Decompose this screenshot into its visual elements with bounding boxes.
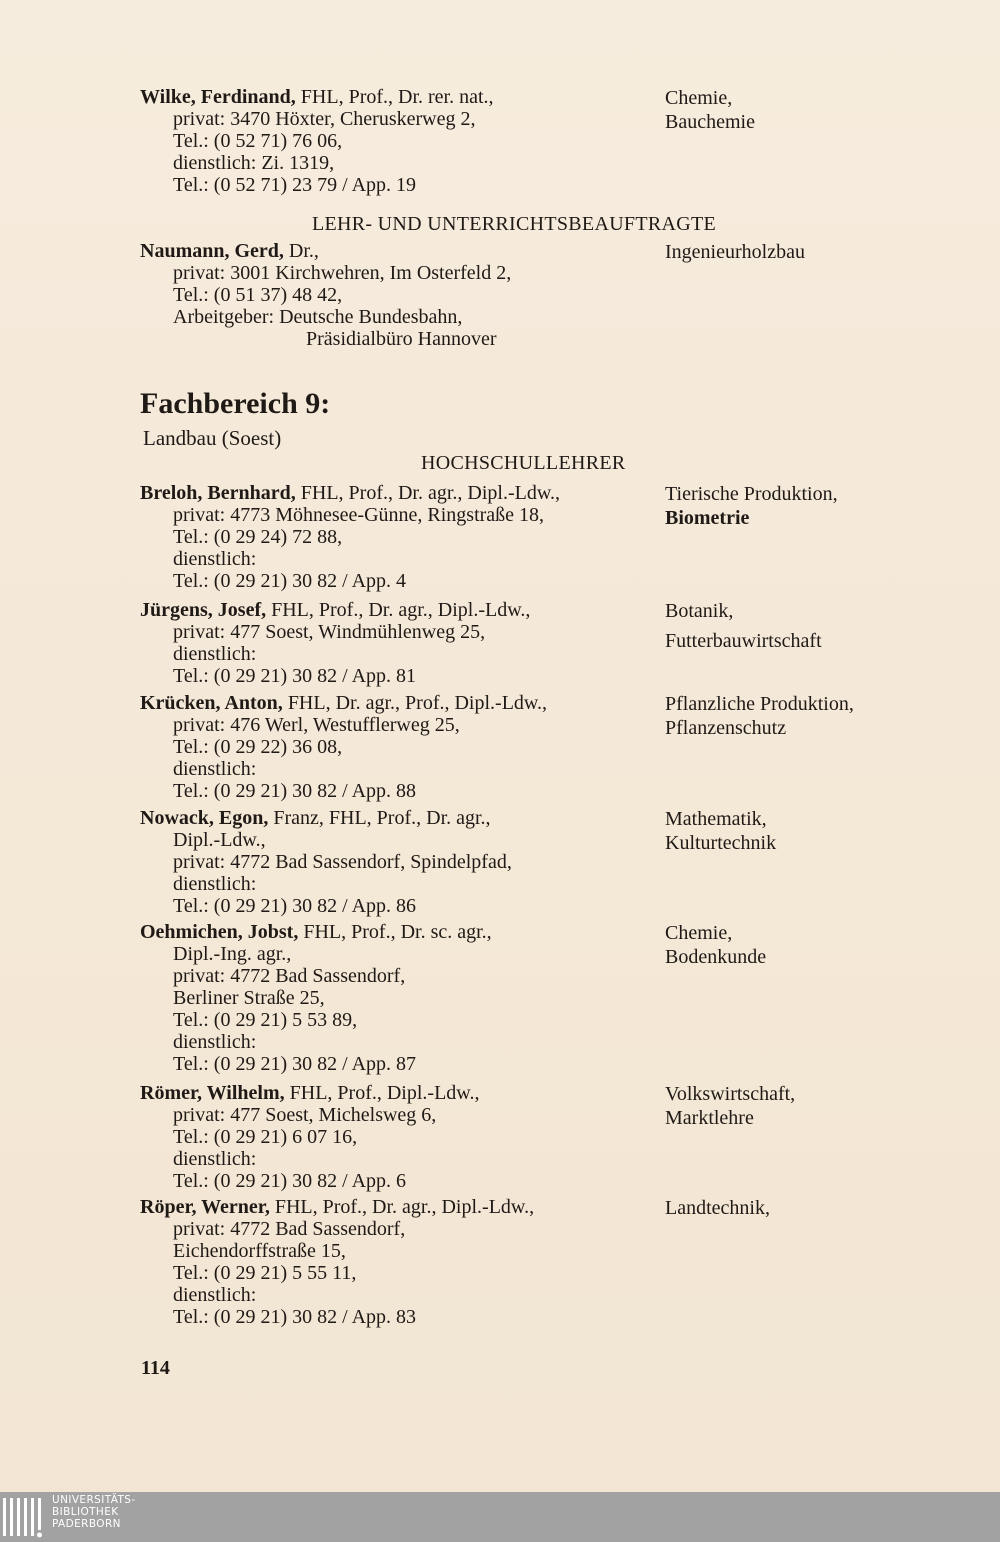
staff-title: FHL, Prof., Dr. agr., Dipl.-Ldw., bbox=[295, 482, 561, 504]
subject-line: Marktlehre bbox=[665, 1107, 754, 1129]
subject-line: Mathematik, bbox=[665, 808, 767, 830]
contact-line: dienstlich: bbox=[173, 873, 257, 895]
staff-title: Franz, FHL, Prof., Dr. agr., bbox=[268, 807, 491, 829]
staff-entry-nowack bbox=[140, 807, 1000, 917]
staff-title: FHL, Dr. agr., Prof., Dipl.-Ldw., bbox=[282, 692, 548, 714]
staff-entry-naumann bbox=[140, 240, 1000, 350]
staff-name: Römer, Wilhelm, bbox=[140, 1082, 285, 1104]
contact-line: dienstlich: bbox=[173, 643, 257, 665]
subject-line: Kulturtechnik bbox=[665, 832, 777, 854]
subject-area bbox=[665, 921, 995, 969]
contact-line: Präsidialbüro Hannover bbox=[306, 328, 497, 350]
subject-line: Ingenieurholzbau bbox=[665, 241, 805, 263]
contact-line: privat: 4772 Bad Sassendorf, Spindelpfad, bbox=[173, 851, 512, 873]
contact-line: privat: 476 Werl, Westufflerweg 25, bbox=[173, 714, 460, 736]
fachbereich-title: Fachbereich 9: bbox=[140, 387, 331, 420]
staff-title: FHL, Prof., Dipl.-Ldw., bbox=[284, 1082, 480, 1104]
staff-title: FHL, Prof., Dr. rer. nat., bbox=[295, 86, 494, 108]
contact-line: Tel.: (0 29 21) 30 82 / App. 83 bbox=[173, 1306, 417, 1328]
subject-line: Biometrie bbox=[665, 507, 750, 529]
contact-line: privat: 477 Soest, Windmühlenweg 25, bbox=[173, 621, 486, 643]
subject-line: Chemie, bbox=[665, 87, 733, 109]
contact-line: Tel.: (0 29 21) 30 82 / App. 6 bbox=[173, 1170, 407, 1192]
contact-line: Tel.: (0 52 71) 23 79 / App. 19 bbox=[173, 174, 417, 196]
contact-line: Tel.: (0 29 21) 30 82 / App. 86 bbox=[173, 895, 417, 917]
contact-line: Arbeitgeber: Deutsche Bundesbahn, bbox=[173, 306, 463, 328]
library-footer bbox=[0, 1492, 1000, 1542]
logo-line: UNIVERSITÄTS- bbox=[52, 1494, 136, 1506]
section-heading-hochschullehrer: HOCHSCHULLEHRER bbox=[421, 452, 626, 474]
staff-name: Wilke, Ferdinand, bbox=[140, 86, 296, 108]
subject-line: Pflanzenschutz bbox=[665, 717, 787, 739]
library-logo-text bbox=[52, 1494, 252, 1530]
contact-line: Tel.: (0 51 37) 48 42, bbox=[173, 284, 343, 306]
staff-name: Breloh, Bernhard, bbox=[140, 482, 296, 504]
subject-line: Futterbauwirtschaft bbox=[665, 630, 822, 652]
contact-line: Tel.: (0 29 21) 30 82 / App. 4 bbox=[173, 570, 407, 592]
contact-line: privat: 3470 Höxter, Cheruskerweg 2, bbox=[173, 108, 476, 130]
contact-line: dienstlich: bbox=[173, 1031, 257, 1053]
contact-line: Tel.: (0 29 21) 30 82 / App. 88 bbox=[173, 780, 417, 802]
staff-entry-roemer bbox=[140, 1082, 1000, 1192]
fachbereich-subtitle: Landbau (Soest) bbox=[143, 426, 282, 450]
contact-line: Tel.: (0 29 24) 72 88, bbox=[173, 526, 343, 548]
staff-name: Nowack, Egon, bbox=[140, 807, 269, 829]
contact-line: dienstlich: bbox=[173, 1148, 257, 1170]
subject-line: Landtechnik, bbox=[665, 1197, 770, 1219]
page-number: 114 bbox=[141, 1357, 170, 1379]
staff-name: Jürgens, Josef, bbox=[140, 599, 267, 621]
staff-entry-breloh bbox=[140, 482, 1000, 592]
contact-line: privat: 3001 Kirchwehren, Im Osterfeld 2, bbox=[173, 262, 512, 284]
contact-line: Tel.: (0 29 21) 6 07 16, bbox=[173, 1126, 358, 1148]
staff-entry-kruecken bbox=[140, 692, 1000, 802]
contact-line: Eichendorffstraße 15, bbox=[173, 1240, 346, 1262]
subject-line: Tierische Produktion, bbox=[665, 483, 838, 505]
subject-line: Bodenkunde bbox=[665, 946, 767, 968]
library-logo-icon bbox=[0, 1492, 48, 1542]
contact-line: Tel.: (0 52 71) 76 06, bbox=[173, 130, 343, 152]
subject-area bbox=[665, 599, 995, 653]
contact-line: dienstlich: bbox=[173, 548, 257, 570]
staff-entry-juergens bbox=[140, 599, 1000, 687]
staff-name: Röper, Werner, bbox=[140, 1196, 270, 1218]
staff-name: Naumann, Gerd, bbox=[140, 240, 284, 262]
subject-area bbox=[665, 807, 995, 855]
subject-area bbox=[665, 1082, 995, 1130]
staff-name: Krücken, Anton, bbox=[140, 692, 283, 714]
subject-area bbox=[665, 1196, 995, 1220]
subject-line: Botanik, bbox=[665, 600, 734, 622]
logo-line: BIBLIOTHEK bbox=[52, 1506, 119, 1518]
logo-line: PADERBORN bbox=[52, 1518, 121, 1530]
subject-line: Pflanzliche Produktion, bbox=[665, 693, 854, 715]
subject-area bbox=[665, 86, 995, 134]
contact-line: privat: 4772 Bad Sassendorf, bbox=[173, 965, 406, 987]
contact-line: Dipl.-Ldw., bbox=[173, 829, 266, 851]
staff-entry-wilke bbox=[140, 86, 1000, 196]
staff-title: Dr., bbox=[283, 240, 319, 262]
contact-line: Dipl.-Ing. agr., bbox=[173, 943, 292, 965]
contact-line: Tel.: (0 29 21) 30 82 / App. 87 bbox=[173, 1053, 417, 1075]
contact-line: Berliner Straße 25, bbox=[173, 987, 325, 1009]
contact-line: dienstlich: bbox=[173, 758, 257, 780]
contact-line: dienstlich: Zi. 1319, bbox=[173, 152, 335, 174]
staff-title: FHL, Prof., Dr. agr., Dipl.-Ldw., bbox=[269, 1196, 535, 1218]
contact-line: privat: 4772 Bad Sassendorf, bbox=[173, 1218, 406, 1240]
subject-area bbox=[665, 482, 995, 530]
subject-area bbox=[665, 692, 995, 740]
contact-line: Tel.: (0 29 22) 36 08, bbox=[173, 736, 343, 758]
section-heading-lehrbeauftragte: LEHR- UND UNTERRICHTSBEAUFTRAGTE bbox=[312, 213, 717, 235]
subject-area bbox=[665, 240, 995, 264]
contact-line: Tel.: (0 29 21) 5 55 11, bbox=[173, 1262, 357, 1284]
staff-entry-oehmichen bbox=[140, 921, 1000, 1075]
contact-line: privat: 4773 Möhnesee-Günne, Ringstraße 18, bbox=[173, 504, 545, 526]
contact-line: Tel.: (0 29 21) 5 53 89, bbox=[173, 1009, 358, 1031]
subject-line: Bauchemie bbox=[665, 111, 755, 133]
subject-line: Chemie, bbox=[665, 922, 733, 944]
contact-line: dienstlich: bbox=[173, 1284, 257, 1306]
staff-name: Oehmichen, Jobst, bbox=[140, 921, 299, 943]
subject-line: Volkswirtschaft, bbox=[665, 1083, 796, 1105]
contact-line: Tel.: (0 29 21) 30 82 / App. 81 bbox=[173, 665, 417, 687]
contact-line: privat: 477 Soest, Michelsweg 6, bbox=[173, 1104, 437, 1126]
staff-entry-roeper bbox=[140, 1196, 1000, 1328]
staff-title: FHL, Prof., Dr. sc. agr., bbox=[298, 921, 492, 943]
staff-title: FHL, Prof., Dr. agr., Dipl.-Ldw., bbox=[266, 599, 531, 621]
